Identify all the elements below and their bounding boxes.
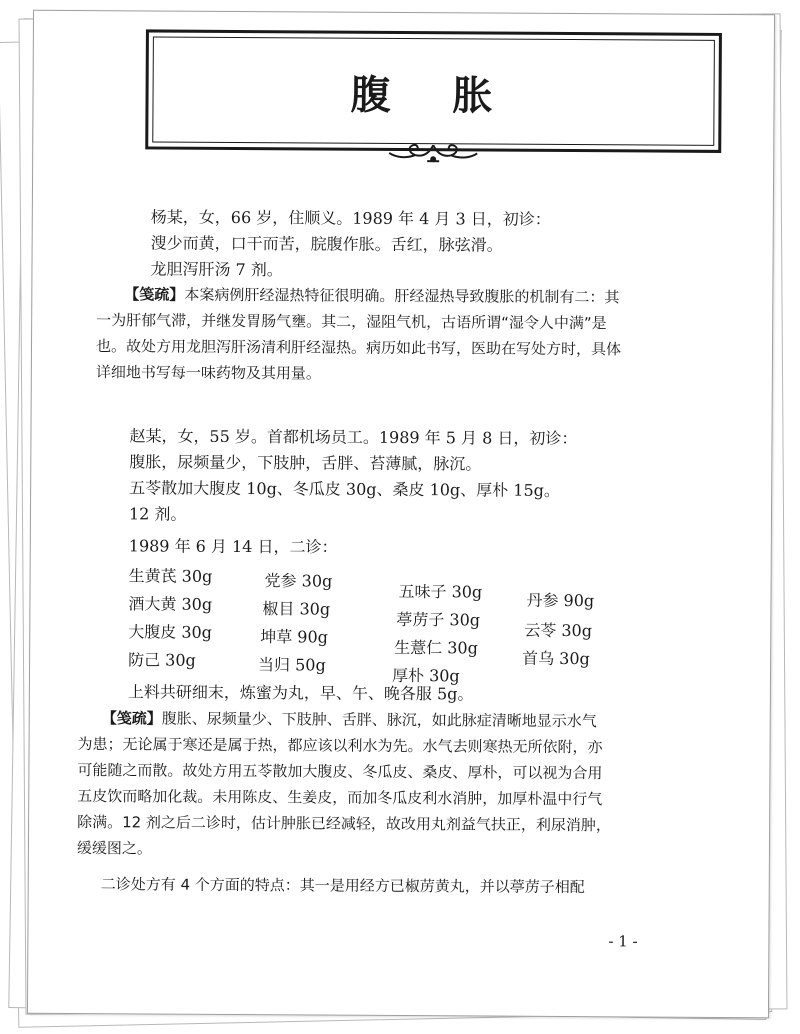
herb-item: 首乌 30g [522, 648, 590, 669]
commentary-line: 一为肝郁气滞，并继发胃肠气壅。其二，湿阻气机，古语所谓“湿令人中满”是 [96, 311, 607, 333]
herb-item: 当归 50g [258, 655, 326, 675]
commentary-line: 详细地书写每一味药物及其用量。 [95, 363, 321, 383]
case2-line: 赵某，女，55 岁。首都机场员工。1989 年 5 月 8 日，初诊： [129, 426, 578, 449]
page-number: - 1 - [608, 932, 638, 951]
herb-item: 坤草 90g [260, 627, 329, 647]
page-title: 腹 胀 [350, 72, 517, 120]
ornament-icon [383, 139, 483, 170]
commentary-line: 也。故处方用龙胆泻肝汤清利肝经湿热。病历如此书写，医助在写处方时，具体 [95, 337, 622, 359]
commentary-line: 可能随之而散。故处方用五苓散加大腹皮、冬瓜皮、桑皮、厚朴，可以视为合用 [77, 761, 603, 783]
commentary-line: 五皮饮而略加化裁。未用陈皮、生姜皮，而加冬瓜皮利水消肿，加厚朴温中行气 [77, 787, 603, 809]
herb-item: 丹参 90g [526, 590, 595, 611]
case1-line: 龙胆泻肝汤 7 剂。 [150, 259, 283, 280]
commentary-text: 腹胀、尿频量少、下肢肿、舌胖、脉沉，如此脉症清晰地显示水气 [161, 709, 597, 731]
document-page [27, 10, 775, 1019]
commentary-line: 除满。12 剂之后二诊时，估计肿胀已经减轻，故改用丸剂益气扶正，利尿消肿， [77, 813, 612, 835]
herb-item: 椒目 30g [262, 599, 331, 619]
case2-line: 1989 年 6 月 14 日，二诊： [128, 536, 338, 557]
case2-line: 五苓散加大腹皮 10g、冬瓜皮 30g、桑皮 10g、厚朴 15g。 [129, 478, 560, 500]
case1-line: 溲少而黄，口干而苦，脘腹作胀。舌红，脉弦滑。 [150, 233, 503, 255]
herb-item: 葶苈子 30g [396, 609, 481, 630]
herb-item: 大腹皮 30g [128, 622, 213, 642]
herb-item: 酒大黄 30g [128, 594, 213, 614]
commentary-text: 本案病例肝经湿热特征很明确。肝经湿热导致腹胀的机制有二：其 [184, 285, 620, 307]
commentary-tag: 【笺疏】 [101, 709, 162, 728]
herb-item: 生黄芪 30g [128, 566, 213, 586]
commentary-line: 缓缓图之。 [76, 839, 153, 858]
herb-item: 五味子 30g [398, 581, 483, 602]
case2-line: 腹胀，尿频量少，下肢肿，舌胖、苔薄腻，脉沉。 [129, 452, 482, 474]
commentary-line: 二诊处方有 4 个方面的特点：其一是用经方已椒苈黄丸，并以葶苈子相配 [100, 875, 585, 897]
title-frame [145, 29, 722, 153]
case2-line: 12 剂。 [128, 504, 187, 524]
herb-item: 防己 30g [128, 650, 196, 670]
commentary-line [102, 707, 597, 731]
case2-line: 上料共研细末，炼蜜为丸，早、午、晚各服 5g。 [127, 682, 474, 704]
herb-item: 生薏仁 30g [394, 637, 478, 658]
commentary-line [124, 283, 619, 307]
herb-item: 云苓 30g [524, 620, 593, 641]
herb-item: 党参 30g [264, 571, 333, 591]
herb-item: 厚朴 30g [391, 665, 460, 686]
commentary-line: 为患；无论属于寒还是属于热，都应该以利水为先。水气去则寒热无所依附，亦 [77, 735, 603, 757]
commentary-tag: 【笺疏】 [124, 285, 185, 304]
case1-line: 杨某，女，66 岁，住顺义。1989 年 4 月 3 日，初诊： [150, 207, 551, 229]
